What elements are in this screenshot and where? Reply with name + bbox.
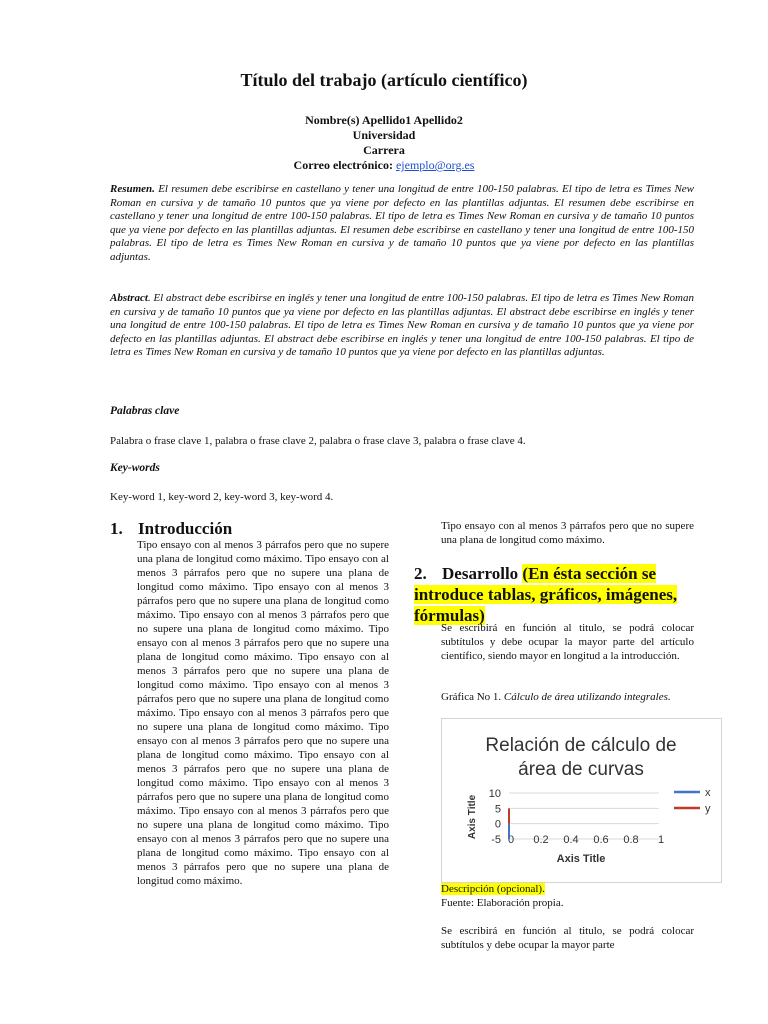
email-link[interactable]: ejemplo@org.es [395,158,475,172]
section-title: Introducción [138,519,233,538]
abstract-text: . El abstract debe escribirse en inglés y tener una longitud de entre 100-150 palabras. El tipo de letra es Times New Roman en cursiva y de tamaño 10 puntos que ya viene por defecto en las plantillas adjuntas. El abstract debe escribirse en inglés y tener una longitud de entre 100-150 palabras. El tipo de letra es Times New Roman en cursiva y de tamaño 10 puntos que ya viene por defecto en las plantillas adjuntas. El abstract debe escribirse en inglés y tener una longitud de entre 100-150 palabras. El tipo de letra es Times New Roman en cursiva y de tamaño 10 puntos que ya viene por defecto en las plantillas adjuntas. [110,292,694,359]
university: Universidad [352,128,416,142]
figure-label: Gráfica No 1. [441,691,502,703]
y-axis-title: Axis Title [467,794,478,840]
chart-container [441,718,722,883]
y-tick-label: 0 [494,818,501,831]
chart-title-line1: Relación de cálculo de [485,735,677,756]
introduccion-continued-text: Tipo ensayo con al menos 3 párrafos pero que no supere una plana de longitud como máximo. [441,520,694,546]
chart-title-line2: área de curvas [518,759,644,780]
x-tick-label: 1 [657,834,665,846]
keywords-heading: Palabras clave [110,405,180,417]
introduccion-text: Tipo ensayo con al menos 3 párrafos pero que no supere una plana de longitud como máximo. Tipo ensayo con al menos 3 párrafos pero que no supere una plana de longitud como máximo. Tipo ensayo con al menos 3 párrafos pero que no supere una plana de longitud como máximo. Tipo ensayo con al menos 3 párrafos pero que no supere una plana de longitud como máximo. Tipo ensayo con al menos 3 párrafos pero que no supere una plana de longitud como máximo. Tipo ensayo con al menos 3 párrafos pero que no supere una plana de longitud como máximo. Tipo ensayo con al menos 3 párrafos pero que no supere una plana de longitud como máximo. Tipo ensayo con al menos 3 párrafos pero que no supere una plana de longitud como máximo. Tipo ensayo con al menos 3 párrafos pero que no supere una plana de longitud como máximo. Tipo ensayo con al menos 3 párrafos pero que no supere una plana de longitud como máximo. Tipo ensayo con al menos 3 párrafos pero que no supere una plana de longitud como máximo. Tipo ensayo con al menos 3 párrafos pero que no supere una plana de longitud como máximo. Tipo ensayo con al menos 3 párrafos pero que no supere una plana de longitud como máximo. Tipo ensayo con al menos 3 párrafos pero que no supere una plana de longitud como máximo. [137,539,389,887]
figure-caption [441,690,694,704]
career: Carrera [363,143,405,157]
desarrollo-text-2: Se escribirá en función al titulo, se podrá colocar subtítulos y debe ocupar la mayor parte [441,925,694,951]
x-tick-label: 0.8 [623,834,639,846]
section-desarrollo-heading [414,563,699,626]
legend-label-y: y [705,803,711,815]
abstract-lead: Abstract [110,292,148,304]
email-line [0,158,768,173]
y-tick-label: -5 [491,834,501,846]
legend-label-x: x [705,787,711,799]
figure-description [441,882,694,896]
author-names: Nombre(s) Apellido1 Apellido2 [305,113,463,127]
desarrollo-text: Se escribirá en función al titulo, se podrá colocar subtítulos y debe ocupar la mayor parte del artículo científico, siendo mayor en longitud a la introducción. [441,622,694,662]
keywords-en-text: Key-word 1, key-word 2, key-word 3, key-word 4. [110,491,334,503]
keywords-en-heading: Key-words [110,462,160,474]
section-title: Desarrollo [442,564,519,583]
section-highlight-note: (En ésta sección se introduce tablas, gráficos, imágenes, fórmulas) [414,564,678,625]
author-block [0,113,768,173]
x-tick-label: 0.4 [563,834,579,846]
y-tick-label: 10 [488,788,501,800]
resumen-lead: Resumen. [110,183,155,195]
x-tick-label: 0.2 [533,834,549,846]
figure-caption-text: Cálculo de área utilizando integrales. [503,691,671,703]
paper-title: Título del trabajo (artículo científico) [240,70,528,90]
y-tick-label: 5 [494,803,501,816]
figure-source: Fuente: Elaboración propia. [441,897,564,909]
figure-description-text: Descripción (opcional). [441,883,545,895]
x-tick-label: 0 [507,834,515,846]
resumen-paragraph [110,183,694,265]
email-label: Correo electrónico: [293,158,393,172]
x-axis-title: Axis Title [556,853,606,865]
chart-svg [442,719,721,882]
section-introduccion-heading [110,519,232,539]
section-number: 2. [414,564,427,583]
keywords-text: Palabra o frase clave 1, palabra o frase clave 2, palabra o frase clave 3, palabra o frase clave 4. [110,435,526,447]
section-number: 1. [110,519,123,538]
resumen-text: El resumen debe escribirse en castellano y tener una longitud de entre 100-150 palabras. El tipo de letra es Times New Roman en cursiva y de tamaño 10 puntos que ya viene por defecto en las plantillas adjuntas. El resumen debe escribirse en castellano y tener una longitud de entre 100-150 palabras. El tipo de letra es Times New Roman en cursiva y de tamaño 10 puntos que ya viene por defecto en las plantillas adjuntas. El resumen debe escribirse en castellano y tener una longitud de entre 100-150 palabras. El tipo de letra es Times New Roman en cursiva y de tamaño 10 puntos que ya viene por defecto en las plantillas adjuntas. [110,183,695,263]
abstract-paragraph [110,292,694,360]
x-tick-label: 0.6 [593,834,609,846]
